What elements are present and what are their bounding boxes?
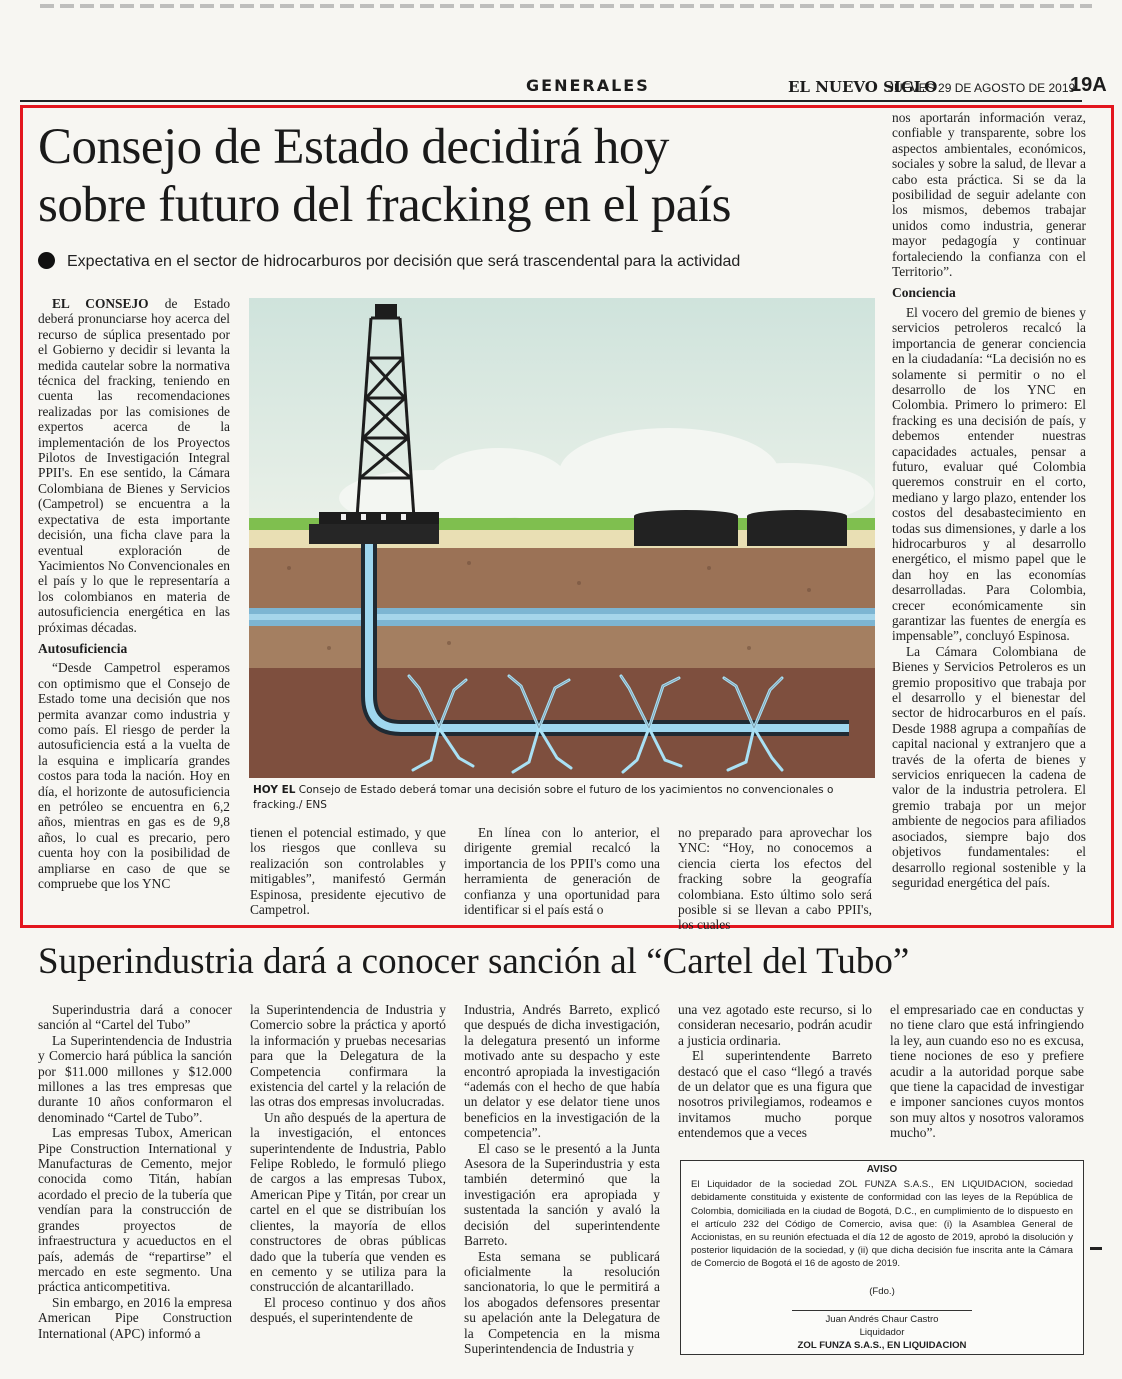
article-column-5 (892, 110, 1086, 890)
notice-body: El Liquidador de la sociedad ZOL FUNZA S.A.S., EN LIQUIDACION, sociedad debidamente constituida y existente de conformidad con las leyes de la República de Colombia, domiciliada en la ciudad de Bogotá, D.C., en cumplimiento de lo dispuesto en el artículo 232 del Código de Comercio, avisa que: (i) la Asamblea General de Accionistas, en su reunión efectuada el día 12 de agosto de 2019, aprobó la disolución y posterior liquidación de la sociedad, y (ii) que dicha decisión fue inscrita ante la Cámara de Comercio de Bogotá el 16 de agosto de 2019. (691, 1179, 1073, 1270)
article2-headline: Superindustria dará a conocer sanción al “Cartel del Tubo” (38, 941, 910, 982)
paragraph: El proceso continuo y dos años después, el superintendente de (250, 1294, 446, 1326)
legal-notice (680, 1160, 1084, 1355)
notice-title: AVISO (866, 1164, 898, 1175)
signer-name: Juan Andrés Chaur Castro (825, 1313, 939, 1325)
paragraph: El caso se le presentó a la Junta Asesora de la Superindustria y esta también determinó que la investigación era apropiada y sustentada la sanción y avaló la decisión del superintendente Barreto. (464, 1140, 660, 1249)
headline-line-1: Consejo de Estado decidirá hoy (38, 119, 669, 175)
paragraph: Un año después de la apertura de la investigación, el entonces superintendente de Industria, Pablo Felipe Robledo, le formuló pliego de cargos a las empresas Tubox, American Pipe y Titán, por crear un cartel en el que se distribuían los clientes, la mayoría de ellos constructores de obras públicas dado que la tubería que venden es en cemento y se utiliza para la construcción de alcantarillado. (250, 1109, 446, 1295)
bullet-icon (38, 252, 55, 269)
caption-lead: HOY EL (253, 784, 296, 796)
article-column-4 (678, 825, 872, 933)
paragraph: de Estado deberá pronunciarse hoy acerca del recurso de súplica presentado por el Gobierno y decidir si levanta la medida cautelar sobre la normativa técnica del fracking, teniendo en cuenta las recomendaciones realizadas por las comisiones de expertos acerca de la implementación de los Proyectos Pilotos de Investigación Integral PPII's. En ese sentido, la Cámara Colombiana de Bienes y Servicios (Campetrol) se encuentra a la expectativa de esta importante decisión, una ficha clave para la eventual exploración de Yacimientos No Convencionales en el país y lo que le representaría a los colombianos en materia de autosuficiencia energética en las próximas décadas. (38, 296, 231, 635)
signature-line (792, 1310, 972, 1311)
article-subhead (38, 252, 878, 271)
paragraph: Sin embargo, en 2016 la empresa American Pipe Construction International (APC) informó a (38, 1294, 232, 1341)
paragraph: Esta semana se publicará oficialmente la resolución sancionatoria, lo que le permitirá a los abogados defensores presentar su apelación ante la Delegatura de la Competencia en la misma Superintendencia de Industria y (464, 1248, 660, 1356)
paragraph: el empresariado cae en conductas y no tiene claro que está infringiendo la ley, aun cuando eso no es excusa, tiene nociones de eso y prefiere acudir a la autoridad porque sabe que tiene la capacidad de investigar e imponer sanciones cuyos montos son muy altos y nosotros valoramos mucho”. (890, 1002, 1084, 1141)
paragraph: Las empresas Tubox, American Pipe Construction International y Manufacturas de Cemento, mejor conocida como Titán, habían acordado el precio de la tubería que vendían para la construcción de grandes proyectos de infraestructura y acueductos en el país, además de “repartirse” el mercado en este segmento. Una práctica anticompetitiva. (38, 1125, 232, 1295)
signer-role: Liquidador (859, 1327, 905, 1339)
paragraph: la Superintendencia de Industria y Comercio sobre la práctica y aportó la información y pruebas necesarias para que la Delegatura de la Competencia confirmara la existencia del cartel y la relación de las otras dos empresas involucradas. (250, 1002, 446, 1110)
signer-company: ZOL FUNZA S.A.S., EN LIQUIDACION (797, 1340, 967, 1352)
lead-word: EL CONSEJO (52, 296, 149, 311)
headline-line-2: sobre futuro del fracking en el país (38, 177, 731, 233)
subheading-autosuficiencia: Autosuficiencia (38, 640, 128, 656)
article2-column-5 (890, 1002, 1084, 1141)
newspaper-name: EL NUEVO SIGLO (788, 78, 938, 96)
paragraph: “Desde Campetrol esperamos con optimismo que el Consejo de Estado tome una decisión que nos permita avanzar como industria y como país. El riesgo de perder la autosuficiencia está a la vuelta de la esquina e implicaría grandes costos para toda la nación. Hoy en día, el horizonte de autosuficiencia en petróleo se encuentra en 6,2 años, mientras en gas es de 9,8 años, lo cual es precario, pero cuenta hoy con la posibilidad de ampliarse en caso de que se compruebe que los YNC (38, 660, 230, 892)
paragraph: La Superintendencia de Industria y Comercio hará pública la sanción por $11.000 millones y $12.000 millones a las tres empresas que durante 10 años conformaron el denominado “Cartel de Tubo”. (38, 1032, 232, 1125)
paragraph: Industria, Andrés Barreto, explicó que después de dicha investigación, la delegatura presentó un informe motivado ante su despacho y este encontró apropiada la investigación “además con el hecho de que había un delator y ese delator tiene unos beneficios en la investigación de la competencia”. (464, 1002, 660, 1141)
article-column-3 (464, 825, 660, 917)
figure-caption (253, 783, 883, 813)
subhead-text: Expectativa en el sector de hidrocarburos por decisión que será trascendental para la actividad (67, 253, 741, 270)
article-headline (38, 118, 878, 234)
paragraph: El vocero del gremio de bienes y servicios petroleros recalcó la importancia de generar conciencia en la ciudadanía: “La decisión no es solamente si permitir o no el desarrollo de los YNC en Colombia. Primero lo primero: El fracking es una decisión de país, y debemos entender nuestras capacidades actuales, pensar a futuro, evaluar qué Colombia queremos construir en el corto, mediano y largo plazo, entender los costos del desabastecimiento en todas sus dimensiones, y darle a los hidrocarburos y al desarrollo energético, el mismo papel que le dan hoy en las economías desarrolladas. Para Colombia, crecer económicamente sin garantizar las fuentes de energía es impensable”, concluyó Espinosa. (892, 304, 1086, 644)
article2-column-1 (38, 1002, 232, 1341)
paragraph: no preparado para aprovechar los YNC: “Hoy, no conocemos a ciencia cierta los efectos del fracking sobre la geografía colombiana. Esto último solo será posible si se llevan a cabo PPII's, los cuales (678, 825, 872, 933)
paragraph: una vez agotado este recurso, si lo consideran necesario, podrán acudir a justicia ordinaria. (678, 1002, 872, 1048)
paragraph: nos aportarán información veraz, confiable y transparente, sobre los aspectos ambientales, económicos, sociales y sobre la salud, de llevar a cabo esta práctica. Si se da la posibilidad de seguir adelante con los mismos, debemos trabajar unidos como industria, generar mayor pedagogía y continuar fortaleciendo la confianza con el Territorio”. (892, 110, 1086, 280)
fracking-illustration (249, 298, 875, 818)
article2-column-4 (678, 1002, 872, 1141)
article-column-1 (38, 296, 230, 891)
subheading-conciencia: Conciencia (892, 285, 956, 301)
paragraph: El superintendente Barreto destacó que el caso “llegó a través de un delator que es una figura que nosotros privilegiamos, rodeamos e invitamos mucho porque entendemos que a veces (678, 1048, 872, 1141)
top-dashed-rule (40, 4, 1092, 8)
paragraph: En línea con lo anterior, el dirigente gremial recalcó la importancia de los PPII's como una herramienta de generación de confianza y una oportunidad para identificar si el país está o (464, 825, 660, 918)
issue-date: JUEVES 29 DE AGOSTO DE 2019 (888, 81, 1076, 95)
page-number: 19A (1070, 74, 1107, 96)
article2-column-2 (250, 1002, 446, 1326)
paragraph: La Cámara Colombiana de Bienes y Servicios Petroleros es un gremio propositivo que trabaja por el desarrollo y el bienestar del sector de hidrocarburos en el país. Desde 1988 agrupa a compañías de capital nacional y extranjero que a través de la oferta de bienes y servicios enriquecen la cadena de valor de la industria petrolera. El gremio trabaja por un mejor ambiente de negocios para afiliados asociados, siempre bajo dos objetivos fundamentales: el desarrollo regional sostenible y la seguridad energética del país. (892, 643, 1086, 890)
article2-column-3 (464, 1002, 660, 1356)
notice-signature (691, 1310, 1073, 1353)
section-name: GENERALES (526, 76, 650, 95)
page-header (20, 74, 1107, 102)
paragraph: tienen el potencial estimado, y que los riesgos que conlleva su realización son controlables y mitigables”, manifestó Germán Espinosa, presidente ejecutivo de Campetrol. (250, 825, 446, 918)
notice-fdo: (Fdo.) (869, 1285, 895, 1297)
article-column-2 (250, 825, 446, 917)
caption-text: Consejo de Estado deberá tomar una decisión sobre el futuro de los yacimientos no convencionales o fracking./ ENS (253, 784, 834, 811)
margin-mark (1090, 1247, 1102, 1250)
paragraph: Superindustria dará a conocer sanción al “Cartel del Tubo” (38, 1002, 232, 1033)
